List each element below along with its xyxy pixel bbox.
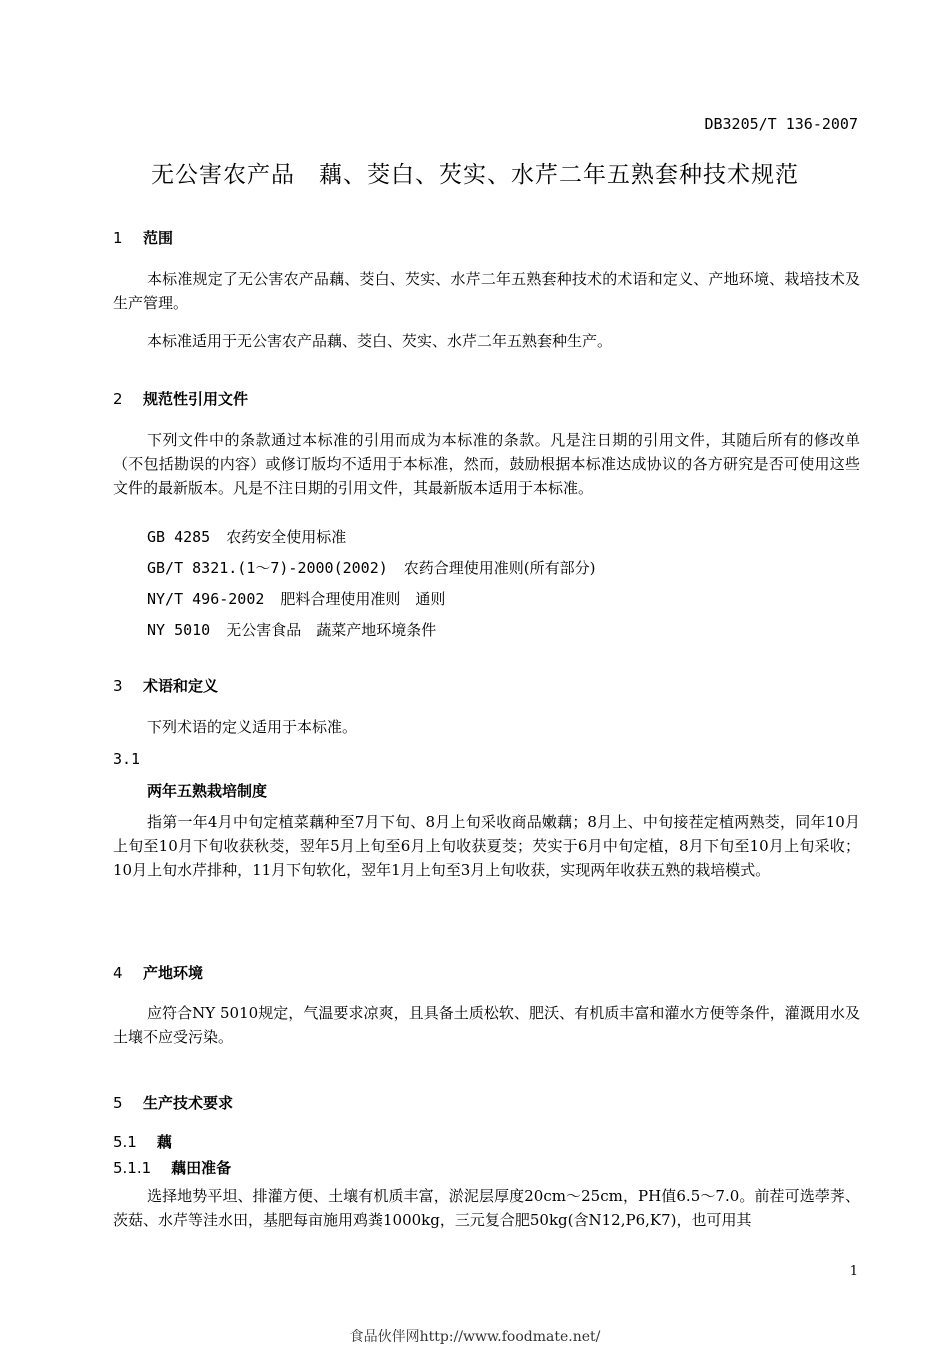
section-title: 规范性引用文件	[143, 390, 249, 408]
section-3-paragraph-1: 下列术语的定义适用于本标准。	[147, 718, 358, 736]
subsection-5-1-1-paragraph: 选择地势平坦、排灌方便、土壤有机质丰富，淤泥层厚度20cm～25cm，PH值6.5～7.0。前茬可选荸荠、茨菇、水芹等洼水田，基肥每亩施用鸡粪1000kg，三元复合肥50kg(含N12,P6,K7)，也可用其	[113, 1187, 860, 1229]
section-1-paragraph-2: 本标准适用于无公害农产品藕、茭白、芡实、水芹二年五熟套种生产。	[147, 332, 613, 350]
standard-code: DB3205/T 136-2007	[704, 115, 858, 133]
section-number: 5	[113, 1094, 123, 1112]
reference-item	[147, 526, 346, 547]
subsection-title: 藕	[156, 1133, 172, 1151]
section-title: 术语和定义	[143, 677, 219, 695]
reference-code: NY 5010	[147, 621, 211, 639]
reference-code: GB/T 8321.(1～7)-2000(2002)	[147, 559, 388, 577]
section-number: 2	[113, 390, 123, 408]
section-number: 3	[113, 677, 123, 695]
section-1-heading	[113, 227, 173, 248]
reference-item	[147, 557, 596, 578]
reference-name: 农药合理使用准则(所有部分)	[403, 559, 596, 577]
footer-watermark: 食品伙伴网http://www.foodmate.net/	[349, 1329, 601, 1345]
section-title: 产地环境	[143, 964, 204, 982]
reference-name: 无公害食品 蔬菜产地环境条件	[226, 621, 437, 639]
reference-name: 农药安全使用标准	[226, 528, 347, 546]
subsection-5-1-1-heading	[113, 1157, 231, 1178]
reference-item	[147, 588, 445, 609]
subsection-5-1-heading	[113, 1131, 172, 1152]
term-number: 3.1	[113, 750, 141, 768]
page-number: 1	[849, 1264, 858, 1279]
section-5-heading	[113, 1092, 233, 1113]
section-title: 生产技术要求	[143, 1094, 234, 1112]
section-title: 范围	[143, 229, 174, 247]
subsection-number: 5.1	[113, 1133, 137, 1151]
section-3-heading	[113, 675, 218, 696]
reference-code: GB 4285	[147, 528, 211, 546]
document-title: 无公害农产品 藕、茭白、芡实、水芹二年五熟套种技术规范	[151, 162, 799, 188]
section-2-paragraph-1: 下列文件中的条款通过本标准的引用而成为本标准的条款。凡是注日期的引用文件，其随后所有的修改单（不包括勘误的内容）或修订版均不适用于本标准，然而，鼓励根据本标准达成协议的各方研究是否可使用这些文件的最新版本。凡是不注日期的引用文件，其最新版本适用于本标准。	[113, 431, 860, 497]
section-2-heading	[113, 388, 248, 409]
subsection-number: 5.1.1	[113, 1159, 152, 1177]
term-title: 两年五熟栽培制度	[147, 782, 268, 800]
term-definition: 指第一年4月中旬定植菜藕种至7月下旬、8月上旬采收商品嫩藕；8月上、中旬接茬定植两熟茭，同年10月上旬至10月下旬收获秋茭，翌年5月上旬至6月上旬收获夏茭；芡实于6月中旬定植，8月下旬至10月上旬采收；10月上旬水芹排种，11月下旬软化，翌年1月上旬至3月上旬收获，实现两年收获五熟的栽培模式。	[113, 813, 860, 879]
section-4-heading	[113, 962, 203, 983]
reference-code: NY/T 496-2002	[147, 590, 265, 608]
section-number: 1	[113, 229, 123, 247]
reference-name: 肥料合理使用准则 通则	[280, 590, 446, 608]
subsection-title: 藕田准备	[171, 1159, 232, 1177]
section-number: 4	[113, 964, 123, 982]
reference-item	[147, 619, 436, 640]
section-1-paragraph-1: 本标准规定了无公害农产品藕、茭白、芡实、水芹二年五熟套种技术的术语和定义、产地环境、栽培技术及生产管理。	[113, 270, 860, 312]
section-4-paragraph-1: 应符合NY 5010规定，气温要求凉爽，且具备土质松软、肥沃、有机质丰富和灌水方便等条件，灌溉用水及土壤不应受污染。	[113, 1004, 860, 1046]
